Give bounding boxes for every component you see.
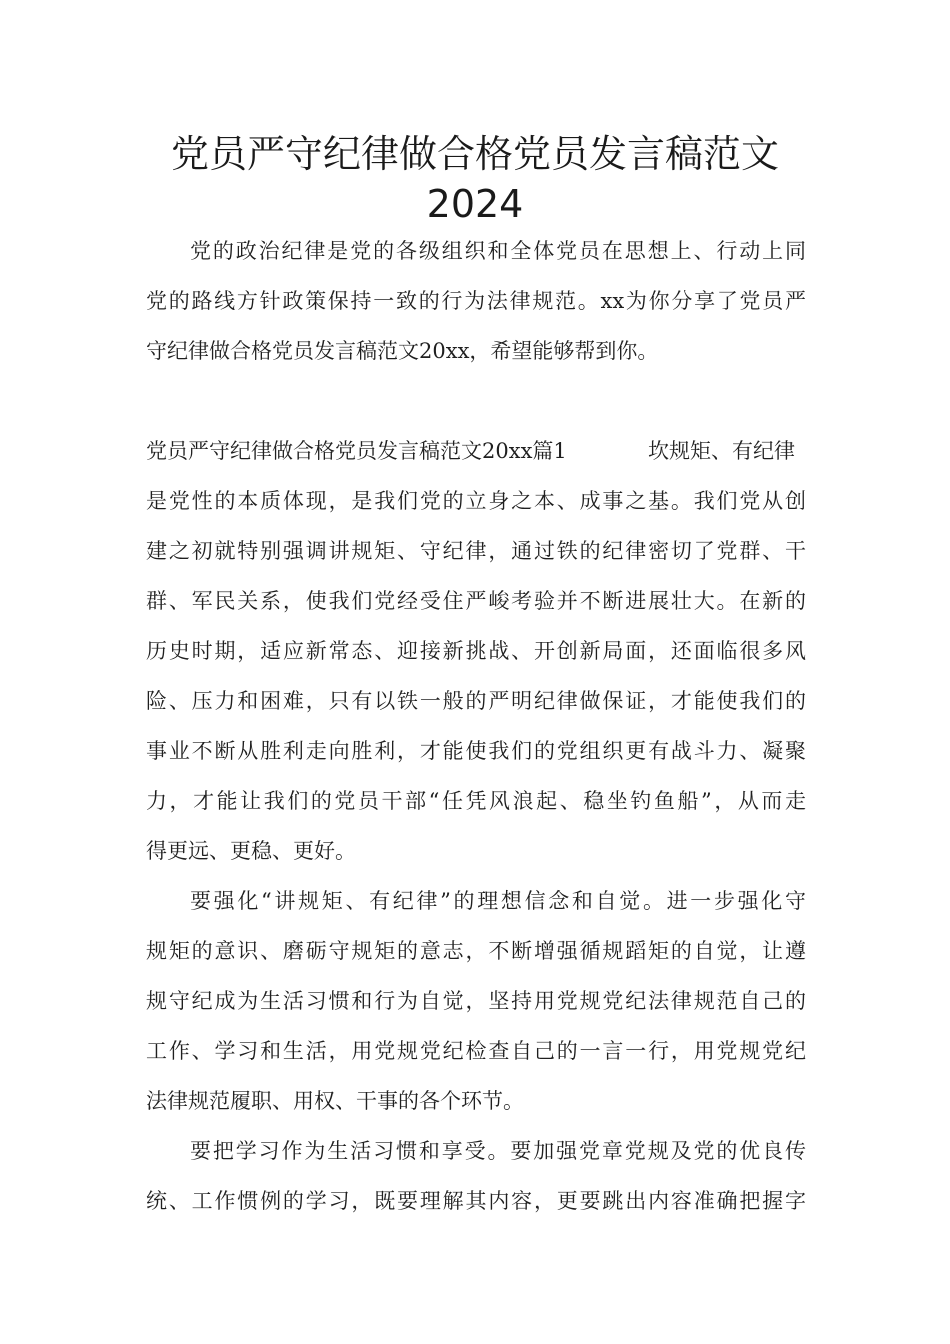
section-line: 得更远、更稳、更好。 xyxy=(146,839,356,863)
document-title-line-1: 党员严守纪律做合格党员发言稿范文 xyxy=(170,132,779,176)
document-title-line-2: 2024 xyxy=(426,182,524,226)
section-line: 力，才能让我们的党员干部“任凭风浪起、稳坐钓鱼船”，从而走 xyxy=(146,789,806,813)
intro-line: 党的政治纪律是党的各级组织和全体党员在思想上、行动上同 xyxy=(190,239,806,263)
paragraph-line: 要强化“讲规矩、有纪律”的理想信念和自觉。进一步强化守 xyxy=(190,889,806,913)
section-line: 坎规矩、有纪律 xyxy=(648,439,795,463)
paragraph-line: 法律规范履职、用权、干事的各个环节。 xyxy=(146,1089,524,1113)
section-line: 事业不断从胜利走向胜利，才能使我们的党组织更有战斗力、凝聚 xyxy=(146,739,806,763)
paragraph-line: 规守纪成为生活习惯和行为自觉，坚持用党规党纪法律规范自己的 xyxy=(146,989,806,1013)
paragraph-line: 要把学习作为生活习惯和享受。要加强党章党规及党的优良传 xyxy=(190,1139,806,1163)
section-line: 是党性的本质体现，是我们党的立身之本、成事之基。我们党从创 xyxy=(146,489,806,513)
paragraph-line: 统、工作惯例的学习，既要理解其内容，更要跳出内容准确把握字 xyxy=(146,1189,806,1213)
section-heading: 党员严守纪律做合格党员发言稿范文20xx篇1 xyxy=(146,439,567,463)
paragraph-line: 规矩的意识、磨砺守规矩的意志，不断增强循规蹈矩的自觉，让遵 xyxy=(146,939,806,963)
section-line: 险、压力和困难，只有以铁一般的严明纪律做保证，才能使我们的 xyxy=(146,689,806,713)
section-line: 建之初就特别强调讲规矩、守纪律，通过铁的纪律密切了党群、干 xyxy=(146,539,806,563)
section-line: 历史时期，适应新常态、迎接新挑战、开创新局面，还面临很多风 xyxy=(146,639,806,663)
paragraph-line: 工作、学习和生活，用党规党纪检查自己的一言一行，用党规党纪 xyxy=(146,1039,806,1063)
intro-line: 党的路线方针政策保持一致的行为法律规范。xx为你分享了党员严 xyxy=(146,289,806,313)
intro-line: 守纪律做合格党员发言稿范文20xx，希望能够帮到你。 xyxy=(146,339,659,363)
section-line: 群、军民关系，使我们党经受住严峻考验并不断进展壮大。在新的 xyxy=(146,589,806,613)
